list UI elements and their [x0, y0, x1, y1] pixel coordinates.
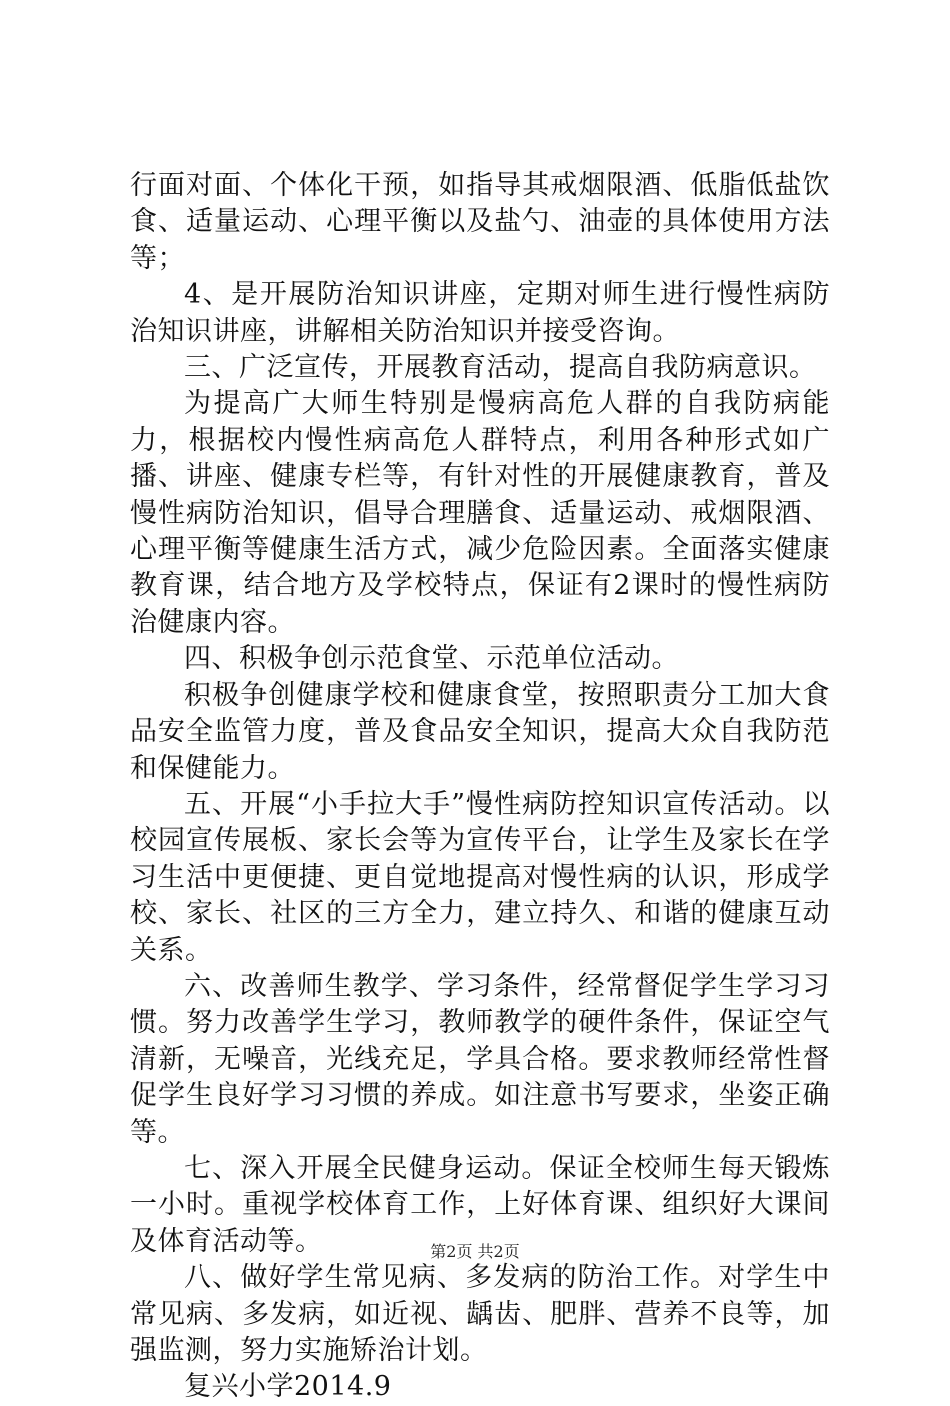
section-heading: 四、积极争创示范食堂、示范单位活动。 — [184, 643, 679, 675]
paragraph: 4、是开展防治知识讲座，定期对师生进行慢性病防治知识讲座，讲解相关防治知识并接受咨询。 — [130, 279, 830, 347]
paragraph: 七、深入开展全民健身运动。保证全校师生每天锻炼一小时。重视学校体育工作，上好体育课、组织好大课间及体育活动等。 — [130, 1152, 830, 1257]
signature-date: 复兴小学2014.9 — [184, 1371, 392, 1403]
paragraph: 积极争创健康学校和健康食堂，按照职责分工加大食品安全监管力度，普及食品安全知识，提高大众自我防范和保健能力。 — [130, 679, 830, 784]
paragraph: 八、做好学生常见病、多发病的防治工作。对学生中常见病、多发病，如近视、龋齿、肥胖、营养不良等，加强监测，努力实施矫治计划。 — [130, 1262, 830, 1366]
section-heading: 三、广泛宣传，开展教育活动，提高自我防病意识。 — [184, 352, 817, 384]
paragraph: 行面对面、个体化干预，如指导其戒烟限酒、低脂低盐饮食、适量运动、心理平衡以及盐勺、油壶的具体使用方法等； — [130, 170, 830, 274]
paragraph: 为提高广大师生特别是慢病高危人群的自我防病能力，根据校内慢性病高危人群特点，利用各种形式如广播、讲座、健康专栏等，有针对性的开展健康教育，普及慢性病防治知识，倡导合理膳食、适量运动、戒烟限酒、心理平衡等健康生活方式，减少危险因素。全面落实健康教育课，结合地方及学校特点，保证有2课时的慢性病防治健康内容。 — [130, 388, 830, 638]
paragraph: 六、改善师生教学、学习条件，经常督促学生学习习惯。努力改善学生学习，教师教学的硬件条件，保证空气清新，无噪音，光线充足，学具合格。要求教师经常性督促学生良好学习习惯的养成。如注意书写要求，坐姿正确等。 — [130, 970, 830, 1148]
document-body — [130, 168, 830, 1406]
page-footer: 第2页 共2页 — [430, 1242, 520, 1261]
paragraph: 五、开展“小手拉大手”慢性病防控知识宣传活动。以校园宣传展板、家长会等为宣传平台，让学生及家长在学习生活中更便捷、更自觉地提高对慢性病的认识，形成学校、家长、社区的三方全力，建立持久、和谐的健康互动关系。 — [130, 788, 830, 966]
